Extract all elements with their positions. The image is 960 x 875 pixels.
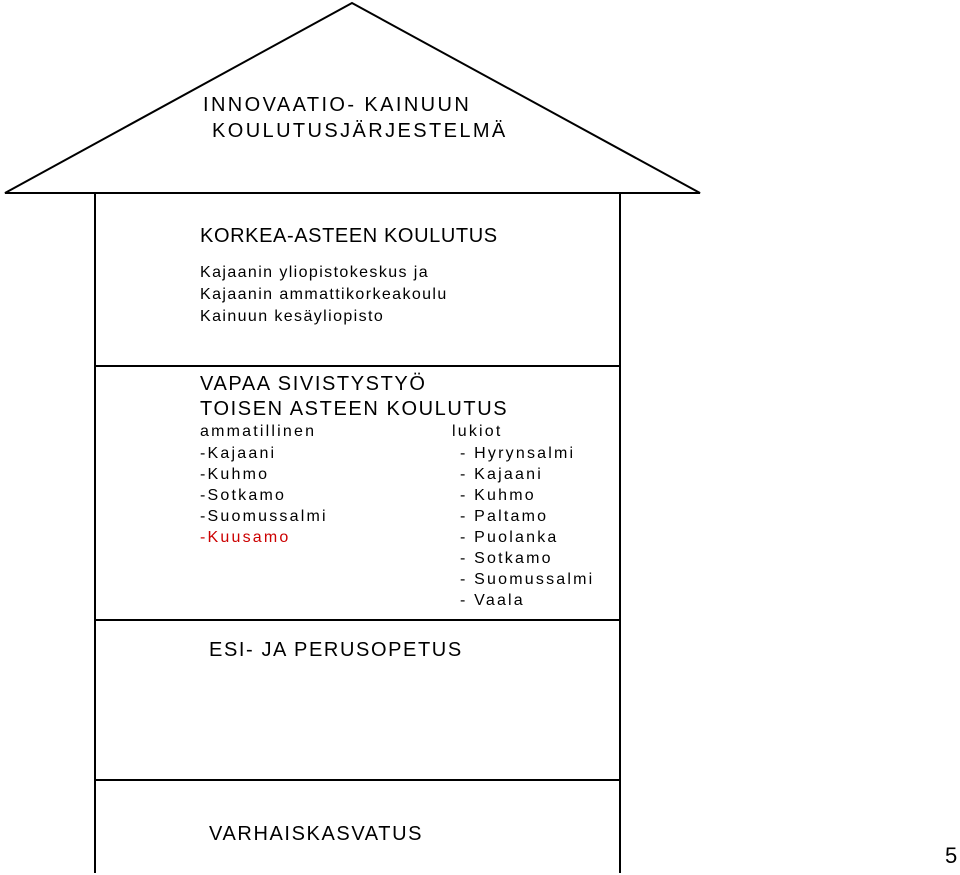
vocational-item: -Suomussalmi bbox=[200, 508, 328, 525]
upper-secondary-item: - Kuhmo bbox=[460, 487, 536, 504]
higher-education-item: Kainuun kesäyliopisto bbox=[200, 308, 385, 325]
upper-secondary-item: - Sotkamo bbox=[460, 550, 553, 567]
upper-secondary-item: - Kajaani bbox=[460, 466, 543, 483]
vocational-item: -Kuhmo bbox=[200, 466, 270, 483]
upper-secondary-header: lukiot bbox=[452, 423, 503, 440]
higher-education-item: Kajaanin yliopistokeskus ja bbox=[200, 264, 430, 281]
upper-secondary-item: - Suomussalmi bbox=[460, 571, 595, 588]
vocational-item-highlighted: -Kuusamo bbox=[200, 529, 291, 546]
page-number: 5 bbox=[945, 843, 958, 868]
secondary-title-line2: TOISEN ASTEEN KOULUTUS bbox=[200, 398, 509, 420]
basic-education-title: ESI- JA PERUSOPETUS bbox=[209, 639, 463, 661]
upper-secondary-item: - Hyrynsalmi bbox=[460, 445, 576, 462]
upper-secondary-item: - Vaala bbox=[460, 592, 525, 609]
higher-education-item: Kajaanin ammattikorkeakoulu bbox=[200, 286, 448, 303]
upper-secondary-item: - Paltamo bbox=[460, 508, 549, 525]
roof-title-line2: KOULUTUSJÄRJESTELMÄ bbox=[212, 120, 508, 142]
vocational-item: -Sotkamo bbox=[200, 487, 287, 504]
early-childhood-title: VARHAISKASVATUS bbox=[209, 823, 424, 845]
higher-education-title: KORKEA-ASTEEN KOULUTUS bbox=[200, 225, 498, 247]
upper-secondary-item: - Puolanka bbox=[460, 529, 559, 546]
vocational-header: ammatillinen bbox=[200, 423, 317, 440]
vocational-item: -Kajaani bbox=[200, 445, 277, 462]
secondary-title-line1: VAPAA SIVISTYSTYÖ bbox=[200, 373, 427, 395]
roof-title-line1: INNOVAATIO- KAINUUN bbox=[203, 94, 472, 116]
